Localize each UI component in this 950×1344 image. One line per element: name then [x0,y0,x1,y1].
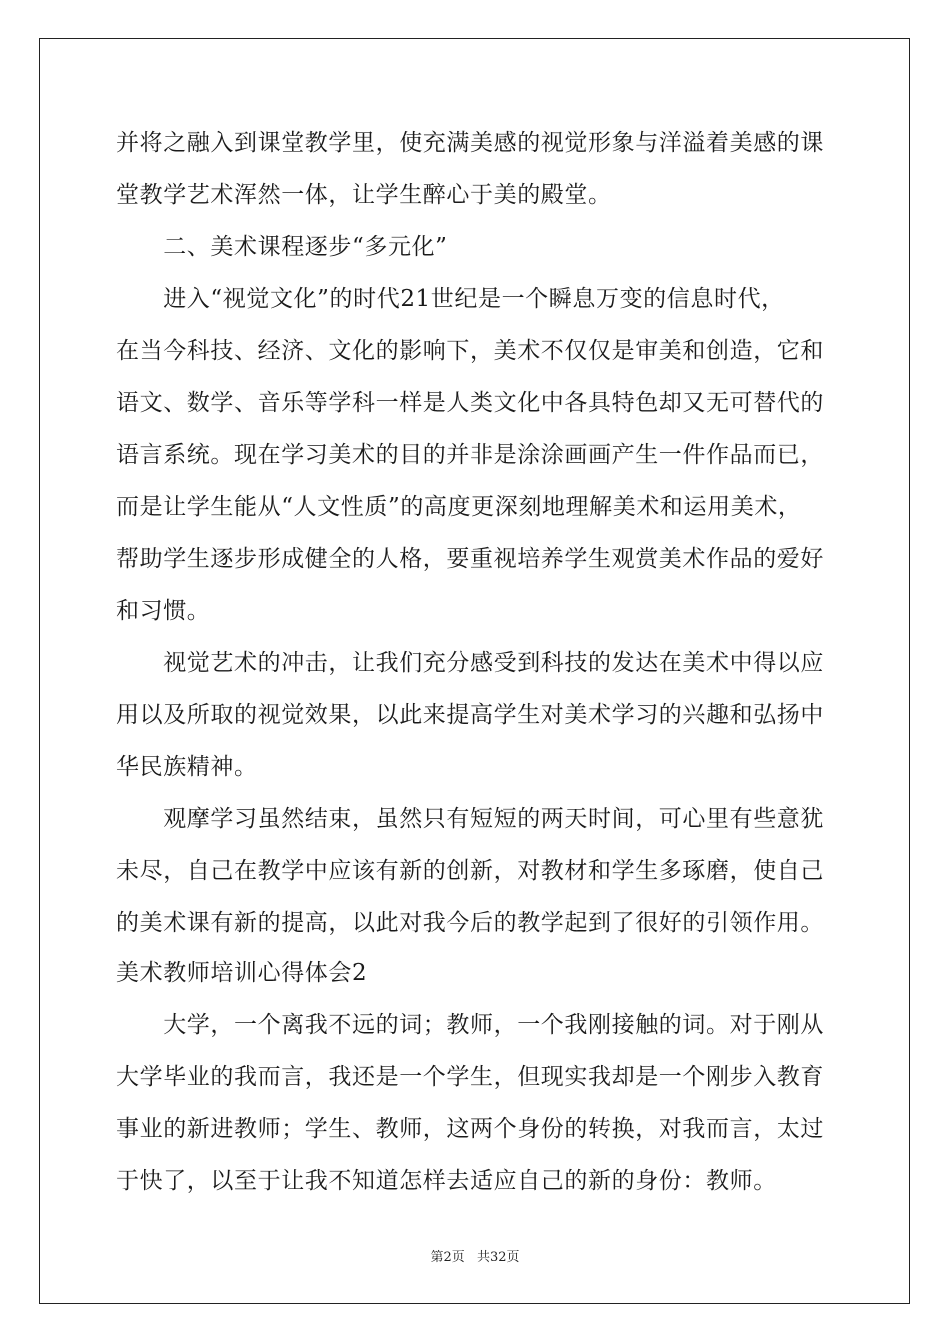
text-line: 语言系统。现在学习美术的目的并非是涂涂画画产生一件作品而已， [116,442,824,468]
article-title: 美术教师培训心得体会2 [116,960,368,986]
text-line: 帮助学生逐步形成健全的人格，要重视培养学生观赏美术作品的爱好 [116,546,824,572]
text-line: 并将之融入到课堂教学里，使充满美感的视觉形象与洋溢着美感的课 [116,130,824,156]
text-line: 大学毕业的我而言，我还是一个学生，但现实我却是一个刚步入教育 [116,1064,824,1090]
text-line: 观摩学习虽然结束，虽然只有短短的两天时间，可心里有些意犹 [116,806,824,832]
section-heading: 二、美术课程逐步“多元化” [116,234,448,260]
text-line: 视觉艺术的冲击，让我们充分感受到科技的发达在美术中得以应 [116,650,824,676]
text-line: 事业的新进教师；学生、教师，这两个身份的转换，对我而言，太过 [116,1116,824,1142]
text-line: 未尽，自己在教学中应该有新的创新，对教材和学生多琢磨，使自己 [116,858,824,884]
text-line: 大学，一个离我不远的词；教师，一个我刚接触的词。对于刚从 [116,1012,824,1038]
text-line: 华民族精神。 [116,754,258,780]
page-footer [0,1246,950,1265]
text-line: 在当今科技、经济、文化的影响下，美术不仅仅是审美和创造，它和 [116,338,824,364]
text-line: 于快了，以至于让我不知道怎样去适应自己的新的身份：教师。 [116,1168,777,1194]
text-line: 语文、数学、音乐等学科一样是人类文化中各具特色却又无可替代的 [116,390,824,416]
text-line: 和习惯。 [116,598,211,624]
text-line: 而是让学生能从“人文性质”的高度更深刻地理解美术和运用美术， [116,494,802,520]
text-line: 进入“视觉文化”的时代21世纪是一个瞬息万变的信息时代， [116,286,785,312]
text-line: 的美术课有新的提高，以此对我今后的教学起到了很好的引领作用。 [116,910,824,936]
page-number: 第2页 [430,1250,465,1265]
text-line: 用以及所取的视觉效果，以此来提高学生对美术学习的兴趣和弘扬中 [116,702,824,728]
page-total: 共32页 [476,1250,520,1265]
text-line: 堂教学艺术浑然一体，让学生醉心于美的殿堂。 [116,182,612,208]
